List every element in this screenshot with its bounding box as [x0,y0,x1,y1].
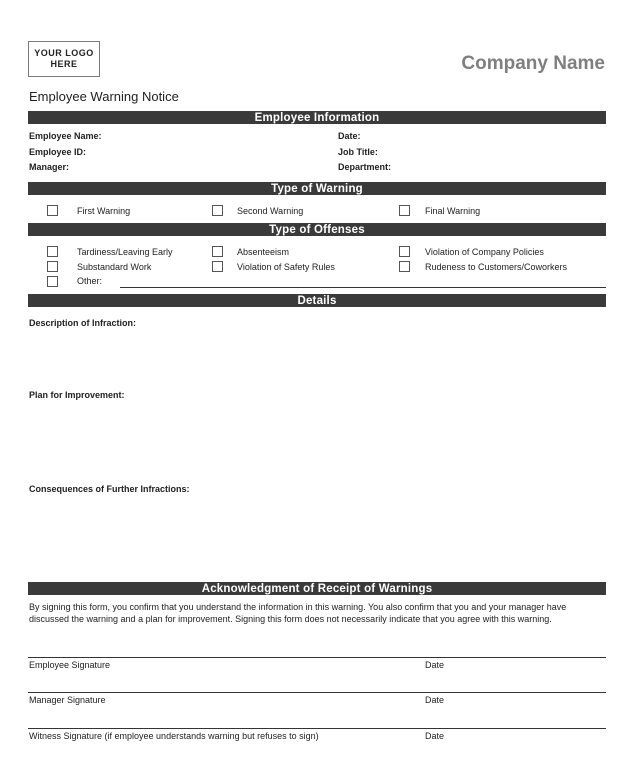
manager-label: Manager: [29,162,70,172]
acknowledgment-paragraph: By signing this form, you confirm that you understand the information in this warning. You also confirm that you and your manager have discussed the warning and a plan for improvement. Signing this form does not necessarily indicate that you agree with this warning. [29,602,567,624]
tardiness-label: Tardiness/Leaving Early [77,247,173,257]
logo-text: YOUR LOGO HERE [34,48,94,69]
plan-for-improvement-label: Plan for Improvement: [29,390,125,400]
witness-signature-line[interactable] [28,728,606,729]
second-warning-checkbox[interactable] [212,205,223,216]
consequences-label: Consequences of Further Infractions: [29,484,190,494]
section-heading-type-of-warning: Type of Warning [28,182,606,195]
job-title-label: Job Title: [338,147,378,157]
document-title: Employee Warning Notice [29,89,179,104]
section-heading-details: Details [28,294,606,307]
witness-signature-label: Witness Signature (if employee understands warning but refuses to sign) [29,731,319,741]
section-heading-employee-information: Employee Information [28,111,606,124]
employee-name-label: Employee Name: [29,131,102,141]
other-checkbox[interactable] [47,276,58,287]
rudeness-label: Rudeness to Customers/Coworkers [425,262,568,272]
employee-signature-date-label: Date [425,660,445,670]
description-of-infraction-label: Description of Infraction: [29,318,137,328]
employee-id-label: Employee ID: [29,147,87,157]
absenteeism-checkbox[interactable] [212,246,223,257]
other-input-line[interactable] [120,287,606,288]
company-policies-checkbox[interactable] [399,246,410,257]
final-warning-checkbox[interactable] [399,205,410,216]
substandard-work-checkbox[interactable] [47,261,58,272]
manager-signature-date-label: Date [425,695,445,705]
section-heading-acknowledgment: Acknowledgment of Receipt of Warnings [28,582,606,595]
tardiness-checkbox[interactable] [47,246,58,257]
second-warning-label: Second Warning [237,206,304,216]
logo-placeholder [28,41,100,77]
company-name: Company Name [461,53,605,74]
other-label: Other: [77,276,103,286]
substandard-work-label: Substandard Work [77,262,152,272]
witness-signature-date-label: Date [425,731,445,741]
manager-signature-label: Manager Signature [29,695,106,705]
employee-signature-label: Employee Signature [29,660,111,670]
company-policies-label: Violation of Company Policies [425,247,544,257]
employee-signature-line[interactable] [28,657,606,658]
date-label: Date: [338,131,361,141]
manager-signature-line[interactable] [28,692,606,693]
rudeness-checkbox[interactable] [399,261,410,272]
section-heading-type-of-offenses: Type of Offenses [28,223,606,236]
first-warning-checkbox[interactable] [47,205,58,216]
department-label: Department: [338,162,392,172]
safety-rules-checkbox[interactable] [212,261,223,272]
safety-rules-label: Violation of Safety Rules [237,262,335,272]
first-warning-label: First Warning [77,206,131,216]
final-warning-label: Final Warning [425,206,481,216]
absenteeism-label: Absenteeism [237,247,290,257]
